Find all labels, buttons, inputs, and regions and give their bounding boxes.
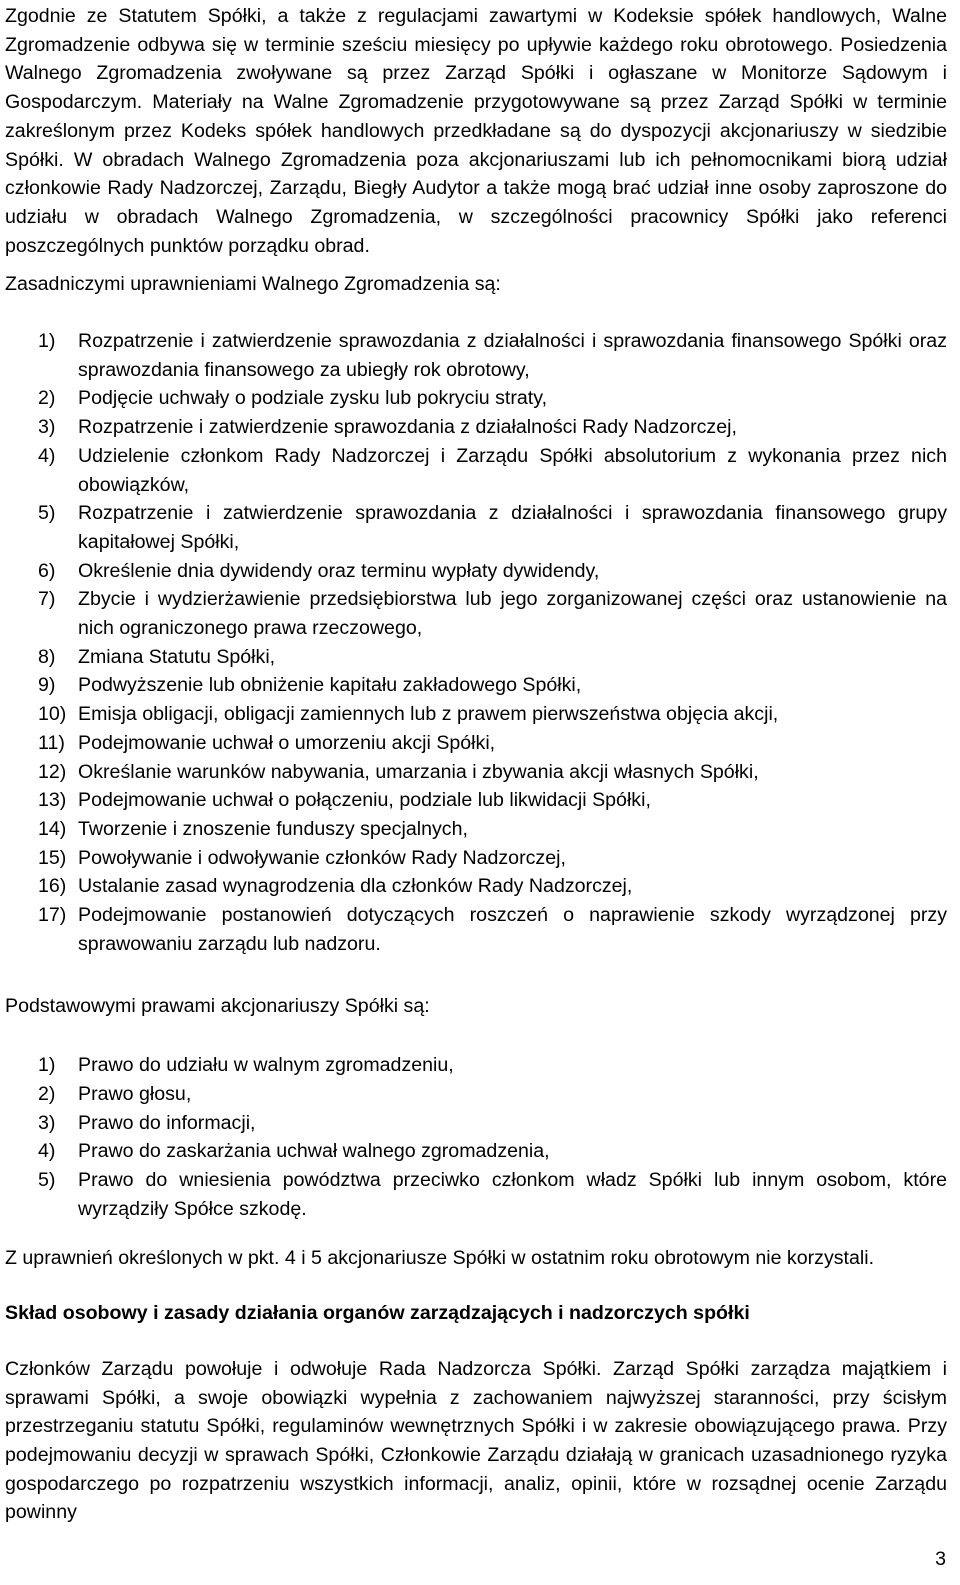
page-number: 3 bbox=[935, 1548, 946, 1570]
powers-list bbox=[5, 327, 947, 958]
list-item-number: 5) bbox=[38, 502, 56, 525]
power-item bbox=[5, 643, 947, 672]
list-item-number: 10) bbox=[38, 703, 67, 726]
list-item-text: Powoływanie i odwoływanie członków Rady Nadzorczej, bbox=[78, 846, 566, 869]
right-item bbox=[5, 1051, 947, 1080]
list-item-number: 9) bbox=[38, 674, 56, 697]
list-item-number: 3) bbox=[38, 1111, 56, 1134]
list-item-text: Rozpatrzenie i zatwierdzenie sprawozdania z działalności i sprawozdania finansowego grupy kapitałowej Spółki, bbox=[78, 502, 947, 553]
list-item-text: Określenie dnia dywidendy oraz terminu wypłaty dywidendy, bbox=[78, 559, 600, 582]
list-item-number: 3) bbox=[38, 416, 56, 439]
power-item bbox=[5, 758, 947, 787]
power-item bbox=[5, 872, 947, 901]
rights-intro: Podstawowymi prawami akcjonariuszy Spółki są: bbox=[5, 994, 430, 1017]
right-item bbox=[5, 1166, 947, 1223]
list-item-number: 4) bbox=[38, 444, 56, 467]
list-item-text: Podejmowanie uchwał o połączeniu, podziale lub likwidacji Spółki, bbox=[78, 789, 651, 812]
power-item bbox=[5, 729, 947, 758]
power-item bbox=[5, 815, 947, 844]
list-item-text: Udzielenie członkom Rady Nadzorczej i Zarządu Spółki absolutorium z wykonania przez nich obowiązków, bbox=[78, 444, 947, 496]
list-item-number: 6) bbox=[38, 559, 56, 582]
power-item bbox=[5, 499, 947, 556]
list-item-text: Rozpatrzenie i zatwierdzenie sprawozdania z działalności Rady Nadzorczej, bbox=[78, 416, 737, 439]
list-item-text: Rozpatrzenie i zatwierdzenie sprawozdania z działalności i sprawozdania finansowego Spółki oraz sprawozdania finansowego za ubiegły rok obrotowy, bbox=[78, 330, 947, 381]
list-item-number: 4) bbox=[38, 1140, 56, 1163]
power-item bbox=[5, 585, 947, 642]
list-item-number: 2) bbox=[38, 387, 56, 410]
rights-note: Z uprawnień określonych w pkt. 4 i 5 akcjonariusze Spółki w ostatnim roku obrotowym nie korzystali. bbox=[5, 1247, 875, 1270]
list-item-text: Prawo do udziału w walnym zgromadzeniu, bbox=[78, 1054, 454, 1077]
power-item bbox=[5, 557, 947, 586]
right-item bbox=[5, 1080, 947, 1109]
power-item bbox=[5, 442, 947, 499]
list-item-number: 12) bbox=[38, 760, 67, 783]
list-item-text: Podwyższenie lub obniżenie kapitału zakładowego Spółki, bbox=[78, 674, 582, 697]
board-paragraph: Członków Zarządu powołuje i odwołuje Rada Nadzorcza Spółki. Zarząd Spółki zarządza majątkiem i sprawami Spółki, a swoje obowiązki wypełnia z zachowaniem najwyższej staranności, przy ścisłym przestrzeganiu statutu Spółki, regulaminów wewnętrznych Spółki i w zakresie obowiązującego prawa. Przy podejmowaniu decyzji w sprawach Spółki, Członkowie Zarządu działają w granicach uzasadnionego ryzyka gospodarczego po rozpatrzeniu wszystkich informacji, analiz, opinii, które w rozsądnej ocenie Zarządu powinny bbox=[5, 1357, 947, 1524]
list-item-text: Emisja obligacji, obligacji zamiennych lub z prawem pierwszeństwa objęcia akcji, bbox=[78, 703, 779, 726]
power-item bbox=[5, 844, 947, 873]
right-item bbox=[5, 1109, 947, 1138]
list-item-text: Zmiana Statutu Spółki, bbox=[78, 645, 276, 668]
rights-list bbox=[5, 1051, 947, 1223]
power-item bbox=[5, 700, 947, 729]
power-item bbox=[5, 901, 947, 958]
power-item bbox=[5, 384, 947, 413]
list-item-number: 13) bbox=[38, 789, 67, 812]
list-item-text: Określanie warunków nabywania, umarzania i zbywania akcji własnych Spółki, bbox=[78, 760, 759, 783]
list-item-number: 14) bbox=[38, 817, 67, 840]
list-item-number: 15) bbox=[38, 846, 67, 869]
list-item-text: Tworzenie i znoszenie funduszy specjalnych, bbox=[78, 817, 468, 840]
list-item-text: Podjęcie uchwały o podziale zysku lub pokryciu straty, bbox=[78, 387, 548, 410]
document-page bbox=[5, 2, 947, 1527]
list-item-number: 17) bbox=[38, 904, 67, 927]
power-item bbox=[5, 786, 947, 815]
list-item-text: Podejmowanie uchwał o umorzeniu akcji Spółki, bbox=[78, 731, 496, 754]
list-item-number: 7) bbox=[38, 588, 56, 611]
list-item-number: 2) bbox=[38, 1082, 56, 1105]
power-item bbox=[5, 327, 947, 384]
list-item-text: Prawo do informacji, bbox=[78, 1111, 256, 1134]
list-item-number: 8) bbox=[38, 645, 56, 668]
intro-paragraph: Zgodnie ze Statutem Spółki, a także z regulacjami zawartymi w Kodeksie spółek handlowych, Walne Zgromadzenie odbywa się w terminie sześciu miesięcy po upływie każdego roku obrotowego. Posiedzenia Walnego Zgromadzenia zwoływane są przez Zarząd Spółki i ogłaszane w Monitorze Sądowym i Gospodarczym. Materiały na Walne Zgromadzenie przygotowywane są przez Zarząd Spółki w terminie zakreślonym przez Kodeks spółek handlowych przedkładane są do dyspozycji akcjonariuszy w siedzibie Spółki. W obradach Walnego Zgromadzenia poza akcjonariuszami lub ich pełnomocnikami biorą udział członkowie Rady Nadzorczej, Zarządu, Biegły Audytor a także mogą brać udział inne osoby zaproszone do udziału w obradach Walnego Zgromadzenia, w szczególności pracownicy Spółki jako referenci poszczególnych punktów porządku obrad. bbox=[5, 5, 947, 257]
list-item-number: 5) bbox=[38, 1169, 56, 1192]
list-item-number: 1) bbox=[38, 1054, 56, 1077]
list-item-number: 11) bbox=[38, 731, 65, 754]
list-item-text: Prawo do zaskarżania uchwał walnego zgromadzenia, bbox=[78, 1140, 550, 1163]
list-item-number: 16) bbox=[38, 875, 67, 898]
section-heading: Skład osobowy i zasady działania organów zarządzających i nadzorczych spółki bbox=[5, 1302, 750, 1325]
list-item-text: Prawo głosu, bbox=[78, 1082, 192, 1105]
list-item-text: Zbycie i wydzierżawienie przedsiębiorstwa lub jego zorganizowanej części oraz ustanowienie na nich ograniczonego prawa rzeczowego, bbox=[78, 588, 947, 640]
power-item bbox=[5, 671, 947, 700]
list-item-text: Prawo do wniesienia powództwa przeciwko członkom władz Spółki lub innym osobom, które wyrządziły Spółce szkodę. bbox=[78, 1169, 947, 1220]
power-item bbox=[5, 413, 947, 442]
list-item-number: 1) bbox=[38, 330, 56, 353]
list-item-text: Ustalanie zasad wynagrodzenia dla członków Rady Nadzorczej, bbox=[78, 875, 633, 898]
powers-intro: Zasadniczymi uprawnieniami Walnego Zgromadzenia są: bbox=[5, 273, 501, 296]
list-item-text: Podejmowanie postanowień dotyczących roszczeń o naprawienie szkody wyrządzonej przy sprawowaniu zarządu lub nadzoru. bbox=[78, 904, 947, 955]
right-item bbox=[5, 1137, 947, 1166]
